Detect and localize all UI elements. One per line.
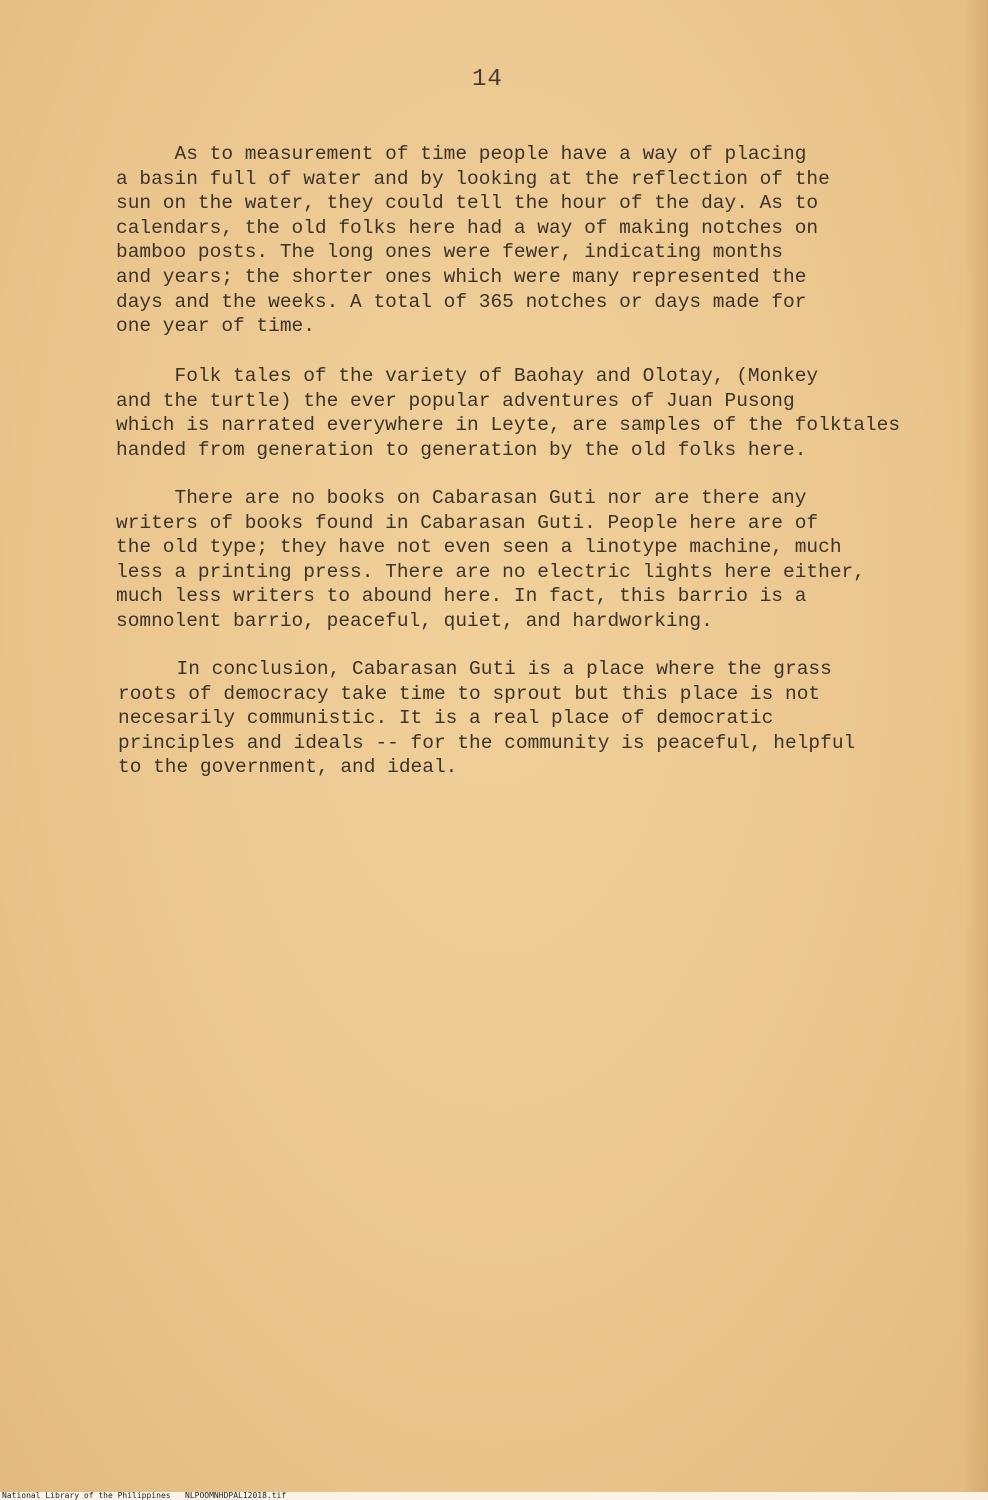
text-line: to the government, and ideal. [118, 756, 458, 779]
paragraph-books [116, 486, 865, 634]
text-line: handed from generation to generation by the old folks here. [116, 438, 807, 461]
text-line: a basin full of water and by looking at the reflection of the [116, 167, 830, 190]
text-line: and the turtle) the ever popular adventures of Juan Pusong [116, 389, 795, 412]
text-line: and years; the shorter ones which were many represented the [116, 265, 807, 288]
text-line: less a printing press. There are no electric lights here either, [116, 560, 865, 583]
paragraph-conclusion [118, 657, 855, 780]
paragraph-time-measurement [116, 142, 830, 339]
text-line: roots of democracy take time to sprout but this place is not [118, 682, 821, 705]
page-edge-shadow [964, 0, 988, 1492]
text-line: writers of books found in Cabarasan Guti. People here are of [116, 511, 819, 534]
text-line: days and the weeks. A total of 365 notches or days made for [116, 290, 807, 313]
text-line: Folk tales of the variety of Baohay and Olotay, (Monkey [116, 365, 819, 387]
text-line: sun on the water, they could tell the hour of the day. As to [116, 192, 819, 215]
footer-filename: NLPOOMNHDPAL12018.tif [185, 1491, 287, 1500]
text-line: which is narrated everywhere in Leyte, are samples of the folktales [116, 414, 901, 437]
text-line: In conclusion, Cabarasan Guti is a place where the grass [118, 658, 832, 680]
page-number: 14 [472, 66, 503, 93]
text-line: one year of time. [116, 315, 315, 338]
scan-footer [0, 1492, 988, 1500]
text-line: the old type; they have not even seen a linotype machine, much [116, 536, 842, 559]
footer-caption [2, 1491, 286, 1500]
text-line: somnolent barrio, peaceful, quiet, and hardworking. [116, 609, 713, 632]
paragraph-folk-tales [116, 364, 900, 462]
text-line: principles and ideals -- for the community is peaceful, helpful [118, 731, 856, 754]
text-line: much less writers to abound here. In fact, this barrio is a [116, 585, 807, 608]
footer-source: National Library of the Philippines [2, 1491, 171, 1500]
text-line: There are no books on Cabarasan Guti nor are there any [116, 487, 807, 509]
text-line: necesarily communistic. It is a real place of democratic [118, 707, 774, 730]
text-line: As to measurement of time people have a way of placing [116, 143, 807, 165]
text-line: calendars, the old folks here had a way of making notches on [116, 216, 819, 239]
text-line: bamboo posts. The long ones were fewer, indicating months [116, 241, 784, 264]
